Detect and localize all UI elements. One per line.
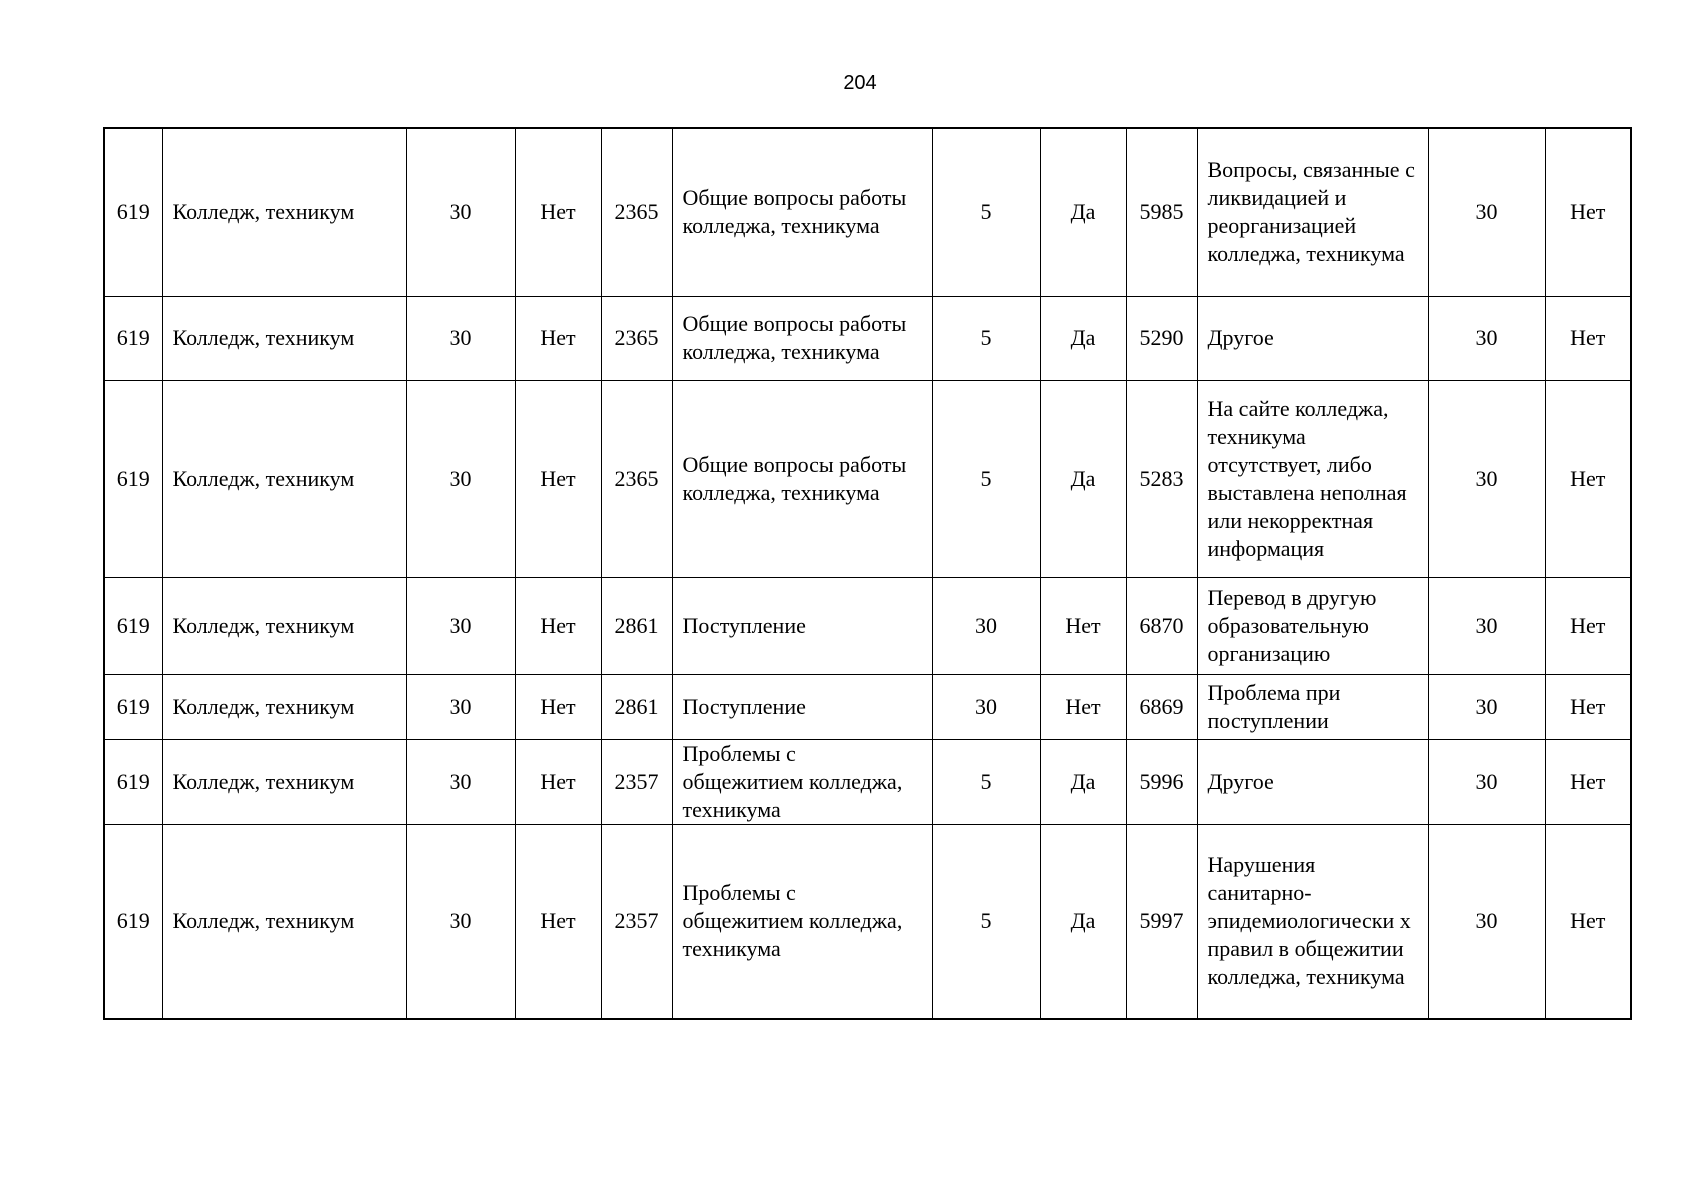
cell-topic-flag: Нет	[1040, 674, 1126, 739]
cell-topic-code: 2861	[601, 674, 672, 739]
table-row	[104, 128, 1631, 296]
cell-institution-type: Колледж, техникум	[162, 577, 406, 674]
cell-subtopic-flag: Нет	[1545, 380, 1631, 577]
cell-topic-flag: Да	[1040, 824, 1126, 1019]
cell-flag: Нет	[515, 824, 601, 1019]
cell-topic-code: 2861	[601, 577, 672, 674]
cell-subtopic-flag: Нет	[1545, 824, 1631, 1019]
cell-subtopic-flag: Нет	[1545, 128, 1631, 296]
page-number: 204	[843, 72, 877, 94]
cell-topic-days: 30	[932, 577, 1040, 674]
cell-topic-flag: Да	[1040, 380, 1126, 577]
classification-table	[103, 127, 1632, 1020]
cell-topic: Проблемы с общежитием колледжа, техникума	[672, 739, 932, 824]
cell-topic-code: 2365	[601, 296, 672, 380]
cell-subtopic-code: 5290	[1126, 296, 1197, 380]
cell-flag: Нет	[515, 380, 601, 577]
table-row	[104, 674, 1631, 739]
cell-subtopic-days: 30	[1428, 296, 1545, 380]
cell-subtopic-code: 5997	[1126, 824, 1197, 1019]
table-row	[104, 296, 1631, 380]
cell-days: 30	[406, 380, 515, 577]
cell-topic-code: 2365	[601, 380, 672, 577]
cell-institution-type: Колледж, техникум	[162, 128, 406, 296]
cell-topic-flag: Нет	[1040, 577, 1126, 674]
cell-topic: Общие вопросы работы колледжа, техникума	[672, 128, 932, 296]
cell-topic-code: 2365	[601, 128, 672, 296]
cell-flag: Нет	[515, 739, 601, 824]
cell-topic: Общие вопросы работы колледжа, техникума	[672, 296, 932, 380]
cell-subtopic-days: 30	[1428, 380, 1545, 577]
cell-subtopic: Другое	[1197, 296, 1428, 380]
cell-days: 30	[406, 577, 515, 674]
cell-topic-days: 5	[932, 296, 1040, 380]
cell-subtopic-code: 5283	[1126, 380, 1197, 577]
cell-subtopic-days: 30	[1428, 739, 1545, 824]
table-row	[104, 739, 1631, 824]
cell-code: 619	[104, 128, 162, 296]
cell-subtopic-days: 30	[1428, 824, 1545, 1019]
table-body	[104, 128, 1631, 1019]
cell-subtopic: Проблема при поступлении	[1197, 674, 1428, 739]
cell-institution-type: Колледж, техникум	[162, 824, 406, 1019]
cell-subtopic-flag: Нет	[1545, 674, 1631, 739]
cell-flag: Нет	[515, 128, 601, 296]
cell-subtopic-code: 5996	[1126, 739, 1197, 824]
cell-days: 30	[406, 296, 515, 380]
cell-topic-days: 30	[932, 674, 1040, 739]
cell-institution-type: Колледж, техникум	[162, 380, 406, 577]
cell-topic-days: 5	[932, 128, 1040, 296]
cell-subtopic: Вопросы, связанные с ликвидацией и реорганизацией колледжа, техникума	[1197, 128, 1428, 296]
cell-subtopic-days: 30	[1428, 128, 1545, 296]
table-row	[104, 380, 1631, 577]
cell-code: 619	[104, 380, 162, 577]
cell-flag: Нет	[515, 577, 601, 674]
cell-code: 619	[104, 824, 162, 1019]
cell-topic: Проблемы с общежитием колледжа, техникума	[672, 824, 932, 1019]
cell-topic: Поступление	[672, 577, 932, 674]
cell-days: 30	[406, 674, 515, 739]
cell-topic-days: 5	[932, 380, 1040, 577]
cell-topic-code: 2357	[601, 739, 672, 824]
cell-flag: Нет	[515, 296, 601, 380]
cell-topic: Общие вопросы работы колледжа, техникума	[672, 380, 932, 577]
cell-subtopic-flag: Нет	[1545, 739, 1631, 824]
cell-subtopic: Нарушения санитарно-эпидемиологически х правил в общежитии колледжа, техникума	[1197, 824, 1428, 1019]
cell-subtopic: На сайте колледжа, техникума отсутствует, либо выставлена неполная или некорректная информация	[1197, 380, 1428, 577]
cell-institution-type: Колледж, техникум	[162, 296, 406, 380]
cell-topic-flag: Да	[1040, 739, 1126, 824]
cell-subtopic: Перевод в другую образовательную организацию	[1197, 577, 1428, 674]
cell-institution-type: Колледж, техникум	[162, 674, 406, 739]
cell-code: 619	[104, 577, 162, 674]
cell-topic-code: 2357	[601, 824, 672, 1019]
cell-subtopic-days: 30	[1428, 577, 1545, 674]
cell-institution-type: Колледж, техникум	[162, 739, 406, 824]
table-row	[104, 577, 1631, 674]
cell-days: 30	[406, 824, 515, 1019]
cell-subtopic-flag: Нет	[1545, 577, 1631, 674]
cell-code: 619	[104, 674, 162, 739]
cell-topic: Поступление	[672, 674, 932, 739]
cell-topic-days: 5	[932, 824, 1040, 1019]
cell-flag: Нет	[515, 674, 601, 739]
table-row	[104, 824, 1631, 1019]
cell-subtopic-days: 30	[1428, 674, 1545, 739]
cell-topic-flag: Да	[1040, 128, 1126, 296]
cell-topic-days: 5	[932, 739, 1040, 824]
cell-topic-flag: Да	[1040, 296, 1126, 380]
cell-days: 30	[406, 739, 515, 824]
cell-subtopic-code: 6869	[1126, 674, 1197, 739]
cell-subtopic-code: 5985	[1126, 128, 1197, 296]
cell-code: 619	[104, 296, 162, 380]
cell-subtopic-flag: Нет	[1545, 296, 1631, 380]
cell-subtopic-code: 6870	[1126, 577, 1197, 674]
cell-days: 30	[406, 128, 515, 296]
cell-code: 619	[104, 739, 162, 824]
cell-subtopic: Другое	[1197, 739, 1428, 824]
